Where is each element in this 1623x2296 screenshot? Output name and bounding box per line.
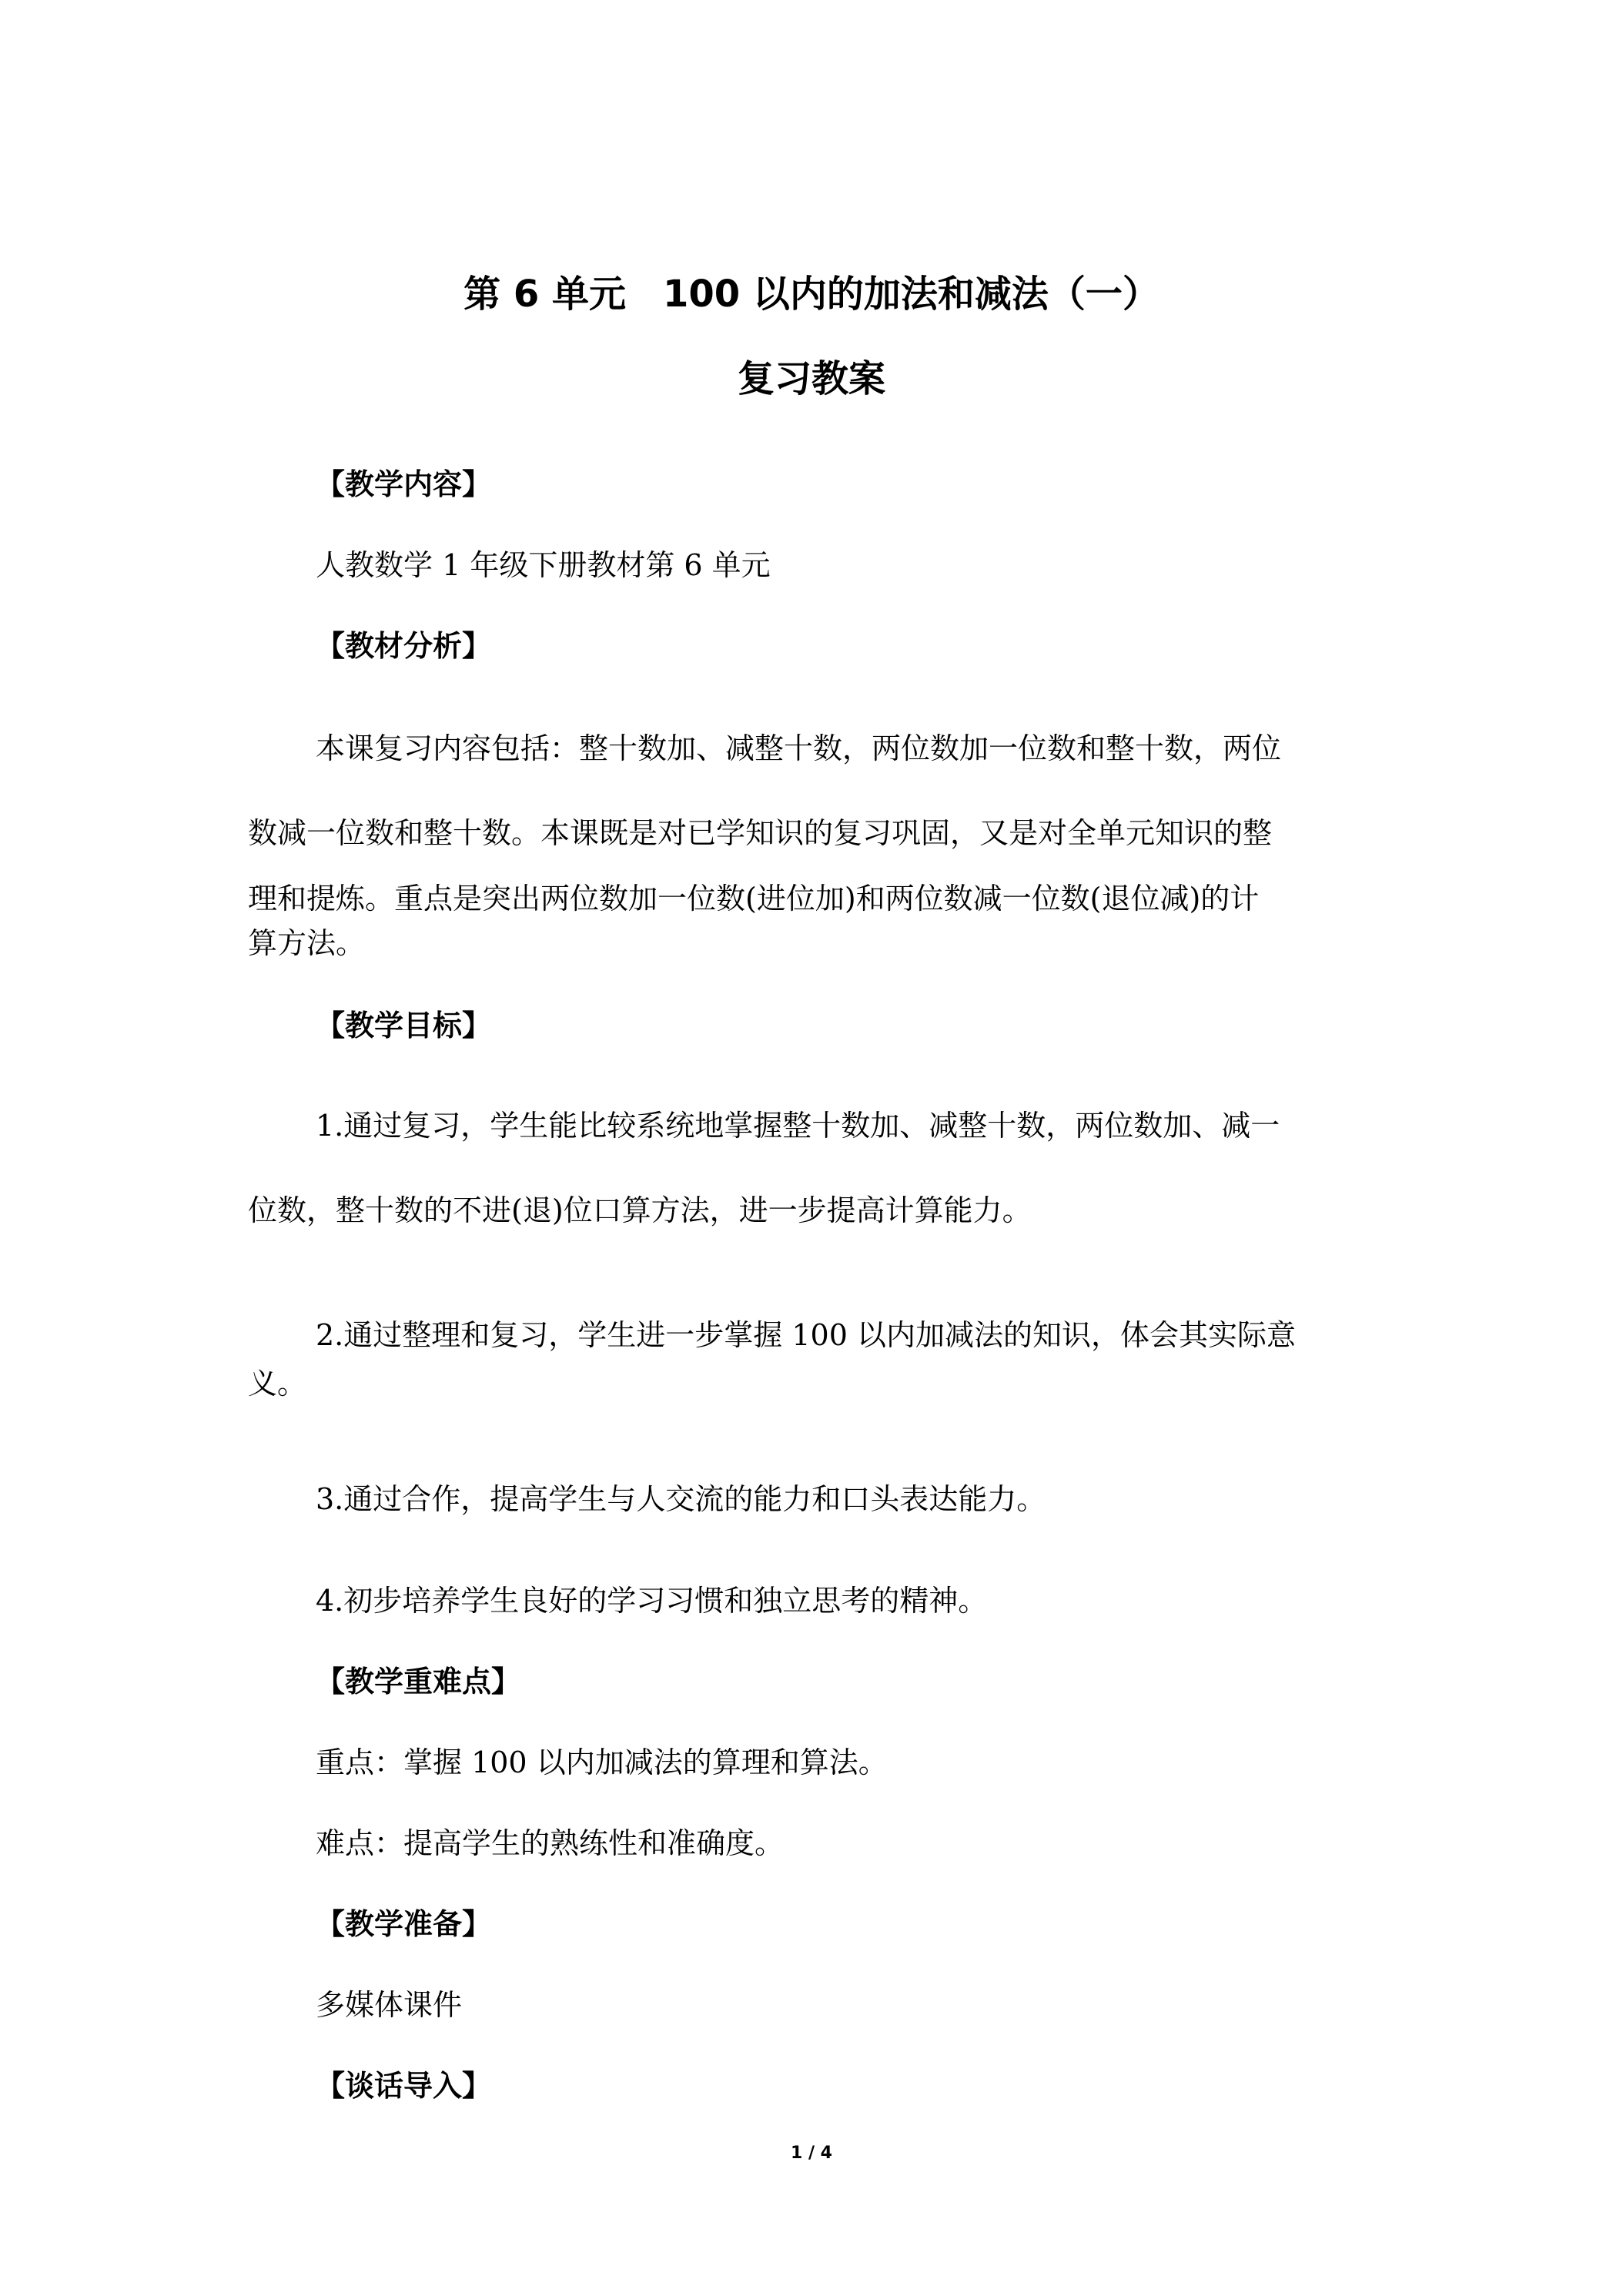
analysis-paragraph-cont [248, 884, 1383, 913]
analysis-paragraph [248, 731, 1383, 765]
analysis-paragraph-cont [248, 818, 1383, 848]
goal-item-1-line-1: 1.通过复习，学生能比较系统地掌握整十数加、减整十数，两位数加、减一 [316, 1109, 1280, 1143]
analysis-line-1: 本课复习内容包括：整十数加、减整十数，两位数加一位数和整十数，两位 [316, 731, 1282, 765]
page-number: 1 / 4 [791, 2144, 832, 2163]
document-title: 第 6 单元 100 以内的加法和减法（一） [463, 273, 1160, 316]
section-heading-analysis: 【教材分析】 [316, 629, 492, 663]
difficulty-text: 难点：提高学生的熟练性和准确度。 [316, 1826, 785, 1860]
goal-item-1 [248, 1109, 1383, 1143]
goal-item-1-line-2: 位数，整十数的不进(退)位口算方法，进一步提高计算能力。 [248, 1193, 1032, 1227]
analysis-line-3: 理和提炼。重点是突出两位数加一位数(进位加)和两位数减一位数(退位减)的计 [248, 882, 1260, 915]
goal-item-4: 4.初步培养学生良好的学习习惯和独立思考的精神。 [316, 1584, 988, 1618]
section-heading-content: 【教学内容】 [316, 467, 492, 501]
goal-item-2-line-1: 2.通过整理和复习，学生进一步掌握 100 以内加减法的知识，体会其实际意 [316, 1318, 1296, 1352]
section-heading-intro: 【谈话导入】 [316, 2069, 492, 2103]
key-point-text: 重点：掌握 100 以内加减法的算理和算法。 [316, 1745, 888, 1779]
content-text: 人教数学 1 年级下册教材第 6 单元 [316, 548, 771, 582]
section-heading-goals: 【教学目标】 [316, 1009, 492, 1043]
goal-item-3: 3.通过合作，提高学生与人交流的能力和口头表达能力。 [316, 1482, 1046, 1516]
analysis-line-4: 算方法。 [248, 926, 366, 960]
goal-item-2-line-2: 义。 [248, 1367, 307, 1401]
section-heading-preparation: 【教学准备】 [316, 1907, 492, 1941]
preparation-text: 多媒体课件 [316, 1988, 463, 2022]
goal-item-2 [248, 1320, 1383, 1350]
section-heading-key-points: 【教学重难点】 [316, 1665, 521, 1699]
analysis-line-2: 数减一位数和整十数。本课既是对已学知识的复习巩固，又是对全单元知识的整 [248, 816, 1273, 850]
document-subtitle: 复习教案 [737, 357, 885, 400]
goal-item-2-cont [248, 1367, 1383, 1401]
goal-item-1-cont [248, 1193, 1383, 1227]
analysis-paragraph-cont [248, 926, 1383, 960]
